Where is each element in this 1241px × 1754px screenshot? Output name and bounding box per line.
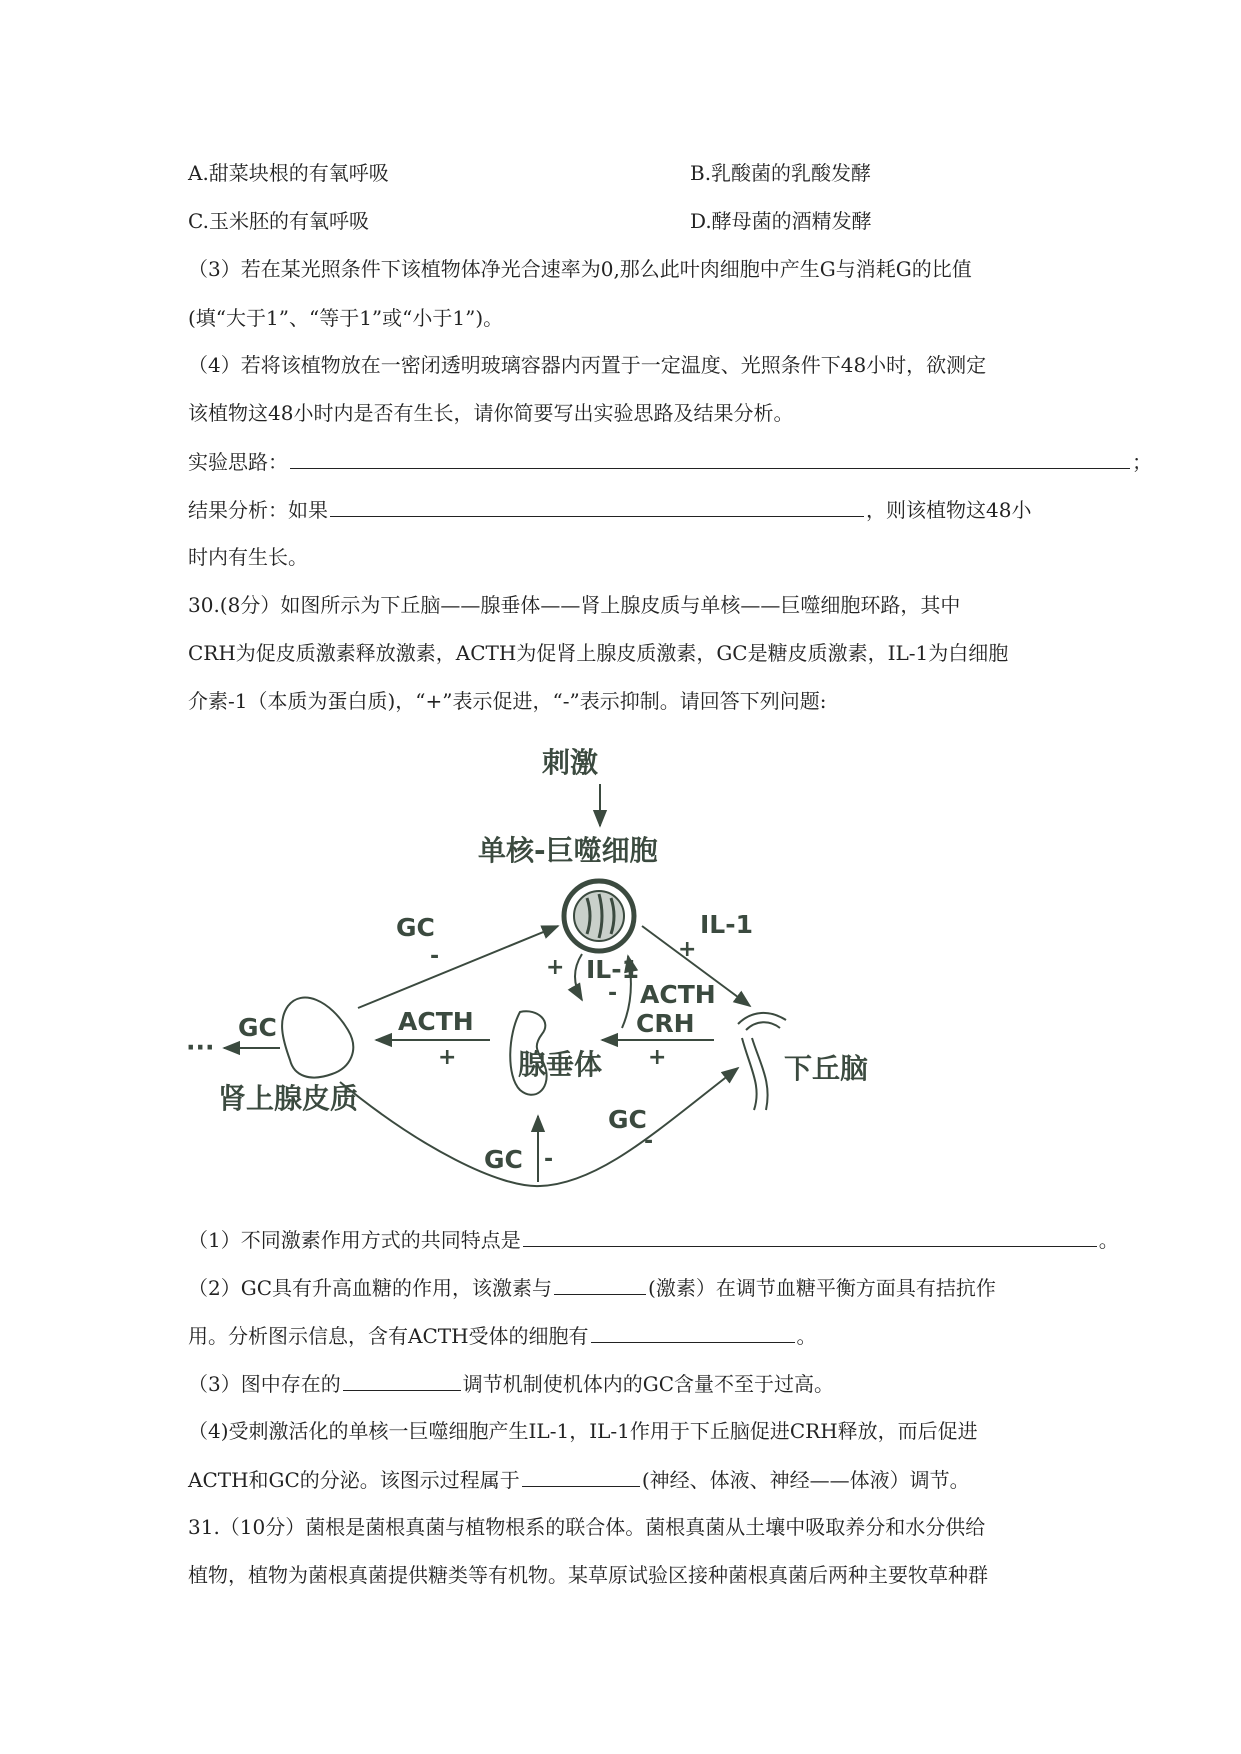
result-line [188, 494, 1031, 525]
il1-to-hypothalamus-label: IL-1 [700, 910, 754, 939]
q29-3-line1: （3）若在某光照条件下该植物体净光合速率为0,那么此叶肉细胞中产生G与消耗G的比值 [188, 257, 972, 281]
gc-to-hypothalamus-sign: - [644, 1129, 654, 1154]
q30-4-line2 [188, 1464, 970, 1495]
gc-out-ellipsis: ··· [186, 1033, 215, 1062]
gc-to-macrophage-sign: - [430, 944, 440, 969]
option-row-ab [188, 158, 872, 188]
pituitary-label: 腺垂体 [518, 1048, 603, 1081]
result-line2: 时内有生长。 [188, 545, 308, 569]
gc-to-macrophage-label: GC [396, 913, 435, 942]
q30-4-text-a: ACTH和GC的分泌。该图示过程属于 [188, 1468, 520, 1492]
q30-1-end: 。 [1098, 1228, 1119, 1252]
q29-4-line1: （4）若将该植物放在一密闭透明玻璃容器内丙置于一定温度、光照条件下48小时，欲测定 [188, 353, 987, 377]
q30-1-blank[interactable] [523, 1224, 1097, 1247]
result-label: 结果分析：如果 [188, 498, 328, 522]
q29-3-line2 [188, 302, 503, 333]
result-tail: ，则该植物这48小 [866, 498, 1032, 522]
q30-intro-line2: CRH为促皮质激素释放激素，ACTH为促肾上腺皮质激素，GC是糖皮质激素，IL-1为白细胞 [188, 641, 1009, 665]
stimulus-label: 刺激 [542, 746, 599, 779]
gc-to-macrophage-arrow [358, 926, 558, 1008]
hpa-macrophage-diagram [186, 738, 1090, 1213]
option-c: C.玉米胚的有氧呼吸 [188, 209, 369, 233]
q30-3-blank[interactable] [343, 1368, 461, 1391]
q30-2-line2-text: 用。分析图示信息，含有ACTH受体的细胞有 [188, 1324, 589, 1348]
q30-2-line2 [188, 1320, 817, 1351]
q30-intro-line1: 30.(8分）如图所示为下丘脑——腺垂体——肾上腺皮质与单核——巨噬细胞环路，其中 [188, 593, 961, 617]
q30-3-line [188, 1368, 834, 1399]
macrophage-cell-icon [564, 881, 634, 951]
q30-4-line1: （4)受刺激活化的单核一巨噬细胞产生IL-1，IL-1作用于下丘脑促进CRH释放，而后促进 [188, 1419, 978, 1443]
il1-to-hypothalamus-sign: + [678, 937, 697, 962]
q30-3-text-b: 调节机制使机体内的GC含量不至于过高。 [462, 1372, 835, 1396]
q30-intro-line3: 介素-1（本质为蛋白质)，“+”表示促进，“-”表示抑制。请回答下列问题: [188, 689, 827, 713]
il1-to-pituitary-label: IL-1 [586, 955, 640, 984]
q30-2-text-a: （2）GC具有升高血糖的作用，该激素与 [188, 1276, 553, 1300]
idea-line [188, 446, 1152, 477]
option-d: D.酵母菌的酒精发酵 [690, 209, 872, 233]
q30-2-line2-end: 。 [796, 1324, 817, 1348]
crh-to-pituitary-sign: + [648, 1045, 667, 1070]
il1-to-pituitary-arrow [575, 954, 582, 1000]
q30-3-text-a: （3）图中存在的 [188, 1372, 341, 1396]
q30-4-blank[interactable] [522, 1464, 640, 1487]
q30-2-line1 [188, 1272, 996, 1303]
q30-2-blank-hormone[interactable] [554, 1272, 646, 1295]
adrenal-cortex-shape [282, 998, 353, 1078]
acth-to-macrophage-sign: - [608, 981, 618, 1006]
hypothalamus-label: 下丘脑 [784, 1052, 869, 1085]
macrophage-label: 单核-巨噬细胞 [478, 834, 658, 867]
idea-label: 实验思路： [188, 450, 288, 474]
crh-to-pituitary-label: CRH [636, 1009, 695, 1038]
idea-blank[interactable] [290, 446, 1130, 469]
idea-end: ； [1132, 450, 1152, 474]
adrenal-cortex-label: 肾上腺皮质 [218, 1082, 359, 1115]
q31-line1: 31.（10分）菌根是菌根真菌与植物根系的联合体。菌根真菌从土壤中吸取养分和水分供给 [188, 1515, 986, 1539]
acth-to-macrophage-label: ACTH [640, 980, 716, 1009]
q30-2-text-b: (激素）在调节血糖平衡方面具有拮抗作 [648, 1276, 996, 1300]
gc-to-pituitary-sign: - [544, 1147, 554, 1172]
il1-to-pituitary-sign: + [546, 955, 565, 980]
gc-to-hypothalamus-label: GC [608, 1105, 647, 1134]
acth-to-adrenal-label: ACTH [398, 1007, 474, 1036]
q31-line2: 植物，植物为菌根真菌提供糖类等有机物。某草原试验区接种菌根真菌后两种主要牧草种群 [188, 1563, 988, 1587]
q29-4-line2: 该植物这48小时内是否有生长，请你简要写出实验思路及结果分析。 [188, 401, 794, 425]
q30-2-blank-cells[interactable] [591, 1320, 795, 1343]
result-blank[interactable] [330, 494, 864, 517]
q30-1-line [188, 1224, 1119, 1255]
option-b: B.乳酸菌的乳酸发酵 [690, 161, 872, 185]
gc-out-label: GC [238, 1013, 277, 1042]
q30-4-text-b: (神经、体液、神经——体液）调节。 [641, 1468, 970, 1492]
acth-to-adrenal-sign: + [438, 1045, 457, 1070]
option-a: A.甜菜块根的有氧呼吸 [188, 161, 389, 185]
q30-1-text: （1）不同激素作用方式的共同特点是 [188, 1228, 521, 1252]
gc-to-pituitary-label: GC [484, 1145, 523, 1174]
option-row-cd [188, 206, 872, 236]
q29-3-line2-text: (填“大于1”、“等于1”或“小于1”)。 [188, 306, 504, 330]
hypothalamus-shape [738, 1013, 786, 1110]
